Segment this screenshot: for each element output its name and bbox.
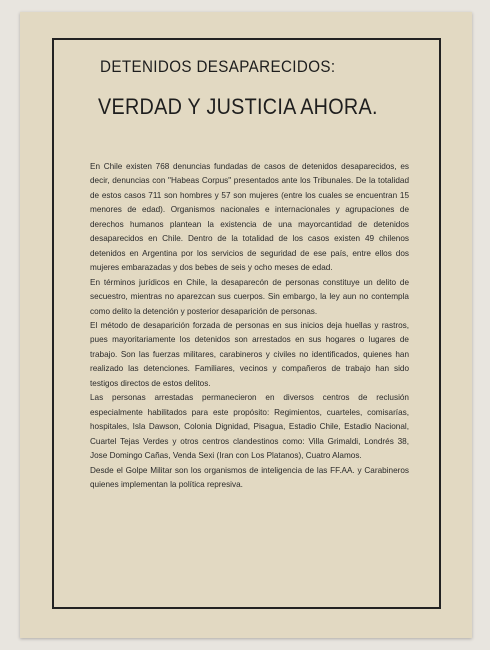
paragraph-golpe-militar: Desde el Golpe Militar son los organismos de inteligencia de las FF.AA. y Carabineros quienes implementan la política represiva.	[90, 465, 409, 489]
document-heading: DETENIDOS DESAPARECIDOS:	[100, 58, 336, 76]
paragraph-denuncias: En Chile existen 768 denuncias fundadas de casos de detenidos desaparecidos, es decir, denuncias con "Habeas Corpus" presentados ante los Tribunales. De la totalidad de estos casos 711 son hombres y 57 son mujeres (entre los cuales se encuentran 15 menores de edad). Organismos nacionales e internacionales y agrupaciones de derechos humanos plantean la existencia de una mayorcantidad de detenidos desaparecidos en Chile. Dentro de la totalidad de los casos existen 49 chilenos detenidos en Argentina por los servicios de seguridad de ese país, entre ellos dos mujeres embarazadas y dos bebes de seis y ocho meses de edad.	[90, 162, 409, 273]
paragraph-terminos-juridicos: En términos jurídicos en Chile, la desaparecón de personas constituye un delito de secuestro, mientras no aparezcan sus cuerpos. Sin embargo, la ley aun no contempla como delito la detención y posterior desaparición de personas.	[90, 277, 409, 316]
paragraph-metodo: El método de desaparición forzada de personas en sus inicios deja huellas y rastros, pues mayoritariamente los detenidos son arrestados en sus hogares o lugares de trabajo. Son las fuerzas militares, carabineros y civiles no identificados, quienes han realizado las detenciones. Familiares, vecinos y compañeros de trabajo han sido testigos directos de estos delitos.	[90, 320, 409, 388]
document-body	[90, 160, 409, 492]
document-title: VERDAD Y JUSTICIA AHORA.	[98, 94, 378, 119]
paragraph-centros-reclusion: Las personas arrestadas permanecieron en diversos centros de reclusión especialmente habilitados para este propósito: Regimientos, cuarteles, comisarías, hospitales, Isla Dawson, Colonia Dignidad, Pisagua, Estadio Chile, Estadio Nacional, Cuartel Tejas Verdes y otros centros clandestinos como: Villa Grimaldi, Londrés 38, Jose Domingo Cañas, Venda Sexi (Iran con Los Platanos), Cuatro Alamos.	[90, 393, 409, 461]
